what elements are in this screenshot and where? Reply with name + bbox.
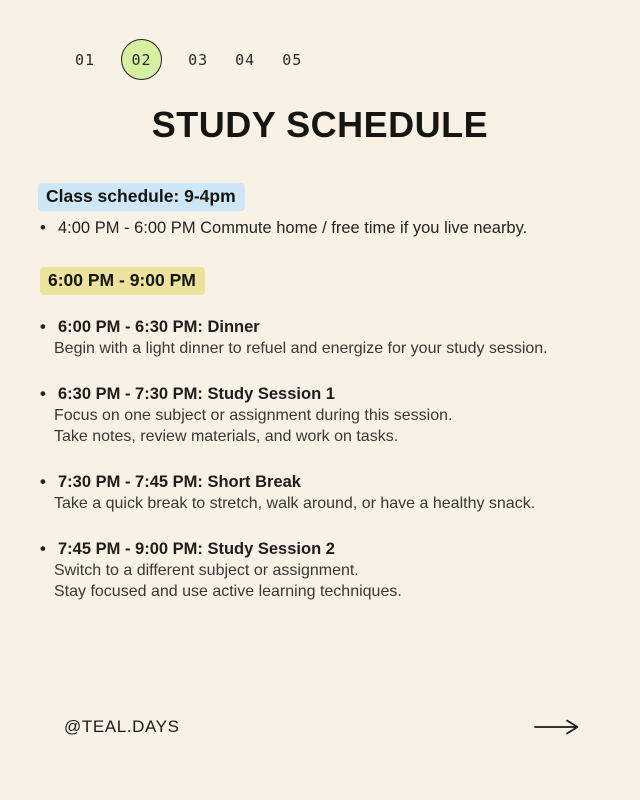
schedule-item-heading-row [40, 316, 618, 338]
pagination-item-03[interactable]: 03 [188, 50, 209, 69]
schedule-item-heading: 6:00 PM - 6:30 PM: Dinner [58, 318, 260, 336]
class-schedule-label: Class schedule: 9-4pm [38, 183, 245, 211]
commute-text: 4:00 PM - 6:00 PM Commute home / free time if you live nearby. [58, 219, 528, 237]
schedule-item-short-break [40, 471, 618, 514]
schedule-item-description: Take notes, review materials, and work on tasks. [54, 428, 399, 445]
pagination-item-01[interactable]: 01 [75, 50, 96, 69]
schedule-item-study-session-2 [40, 538, 618, 602]
schedule-item-description: Stay focused and use active learning techniques. [54, 583, 402, 600]
schedule-item-heading: 7:45 PM - 9:00 PM: Study Session 2 [58, 540, 335, 558]
schedule-item-dinner [40, 316, 618, 359]
pagination-item-04[interactable]: 04 [235, 50, 256, 69]
schedule-item-heading: 7:30 PM - 7:45 PM: Short Break [58, 473, 301, 491]
evening-schedule-list [40, 316, 618, 626]
bullet-dot [40, 538, 58, 560]
schedule-item-description: Take a quick break to stretch, walk around, or have a healthy snack. [54, 495, 536, 512]
right-arrow-icon [534, 718, 580, 736]
schedule-item-description: Switch to a different subject or assignment. [54, 562, 359, 579]
pagination [74, 39, 303, 80]
schedule-item-heading-row [40, 383, 618, 405]
next-slide-button[interactable] [534, 714, 580, 740]
evening-block-label: 6:00 PM - 9:00 PM [40, 267, 205, 295]
bullet-dot [40, 471, 58, 493]
pagination-item-02-active[interactable]: 02 [121, 39, 162, 80]
commute-list-item [40, 217, 624, 239]
pagination-item-05[interactable]: 05 [282, 50, 303, 69]
footer [64, 714, 580, 740]
schedule-item-description: Begin with a light dinner to refuel and energize for your study session. [54, 340, 548, 357]
account-handle: @TEAL.DAYS [64, 717, 180, 736]
schedule-item-heading-row [40, 538, 618, 560]
schedule-item-description: Focus on one subject or assignment during this session. [54, 407, 453, 424]
bullet-dot [40, 217, 58, 239]
schedule-item-heading: 6:30 PM - 7:30 PM: Study Session 1 [58, 385, 335, 403]
schedule-item-heading-row [40, 471, 618, 493]
page-title: STUDY SCHEDULE [151, 104, 489, 145]
bullet-dot [40, 383, 58, 405]
bullet-dot [40, 316, 58, 338]
schedule-item-study-session-1 [40, 383, 618, 447]
